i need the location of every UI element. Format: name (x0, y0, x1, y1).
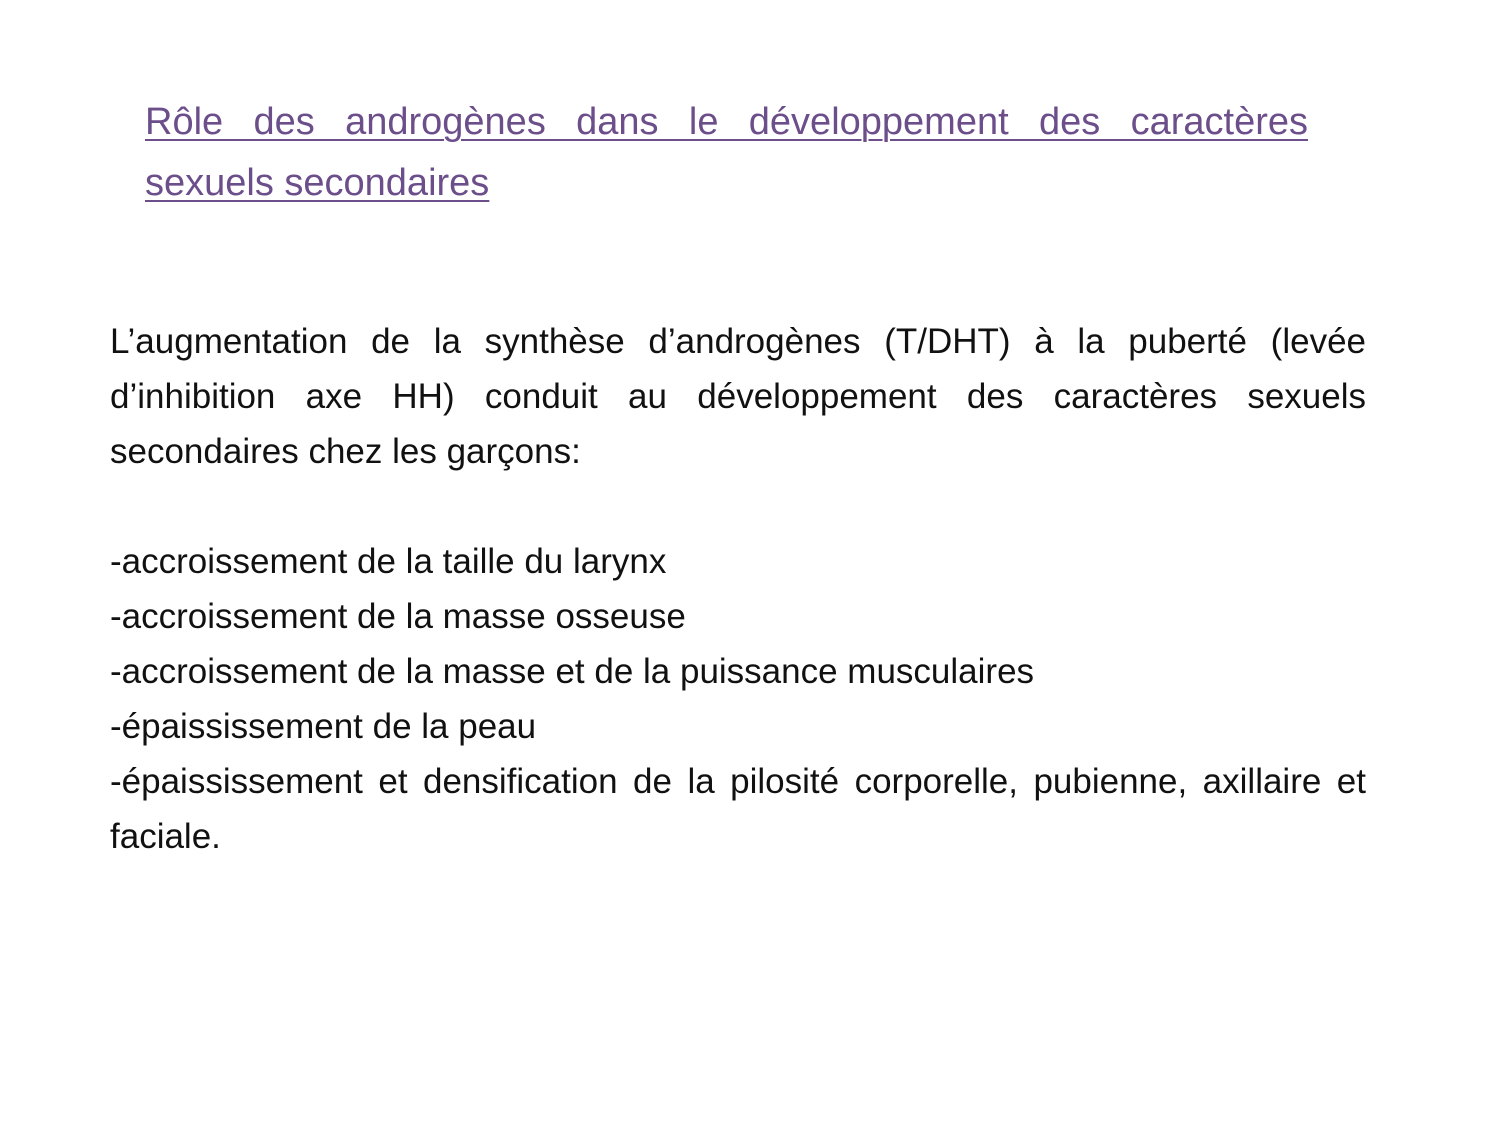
bullet-list (110, 534, 1366, 864)
list-item-bone-mass: -accroissement de la masse osseuse (110, 597, 686, 636)
list-item-skin: -épaississement de la peau (110, 707, 537, 746)
slide-body (110, 314, 1366, 864)
list-item-hair: -épaississement et densification de la pilosité corporelle, pubienne, axillaire et faciale. (110, 762, 1366, 856)
intro-paragraph: L’augmentation de la synthèse d’androgènes (T/DHT) à la puberté (levée d’inhibition axe HH) conduit au développement des caractères sexuels secondaires chez les garçons: (110, 322, 1366, 471)
list-item-larynx: -accroissement de la taille du larynx (110, 542, 667, 581)
paragraph-spacer (110, 479, 1366, 534)
slide-title: Rôle des androgènes dans le développement des caractères sexuels secondaires (145, 101, 1308, 204)
list-item-muscle: -accroissement de la masse et de la puissance musculaires (110, 652, 1035, 691)
